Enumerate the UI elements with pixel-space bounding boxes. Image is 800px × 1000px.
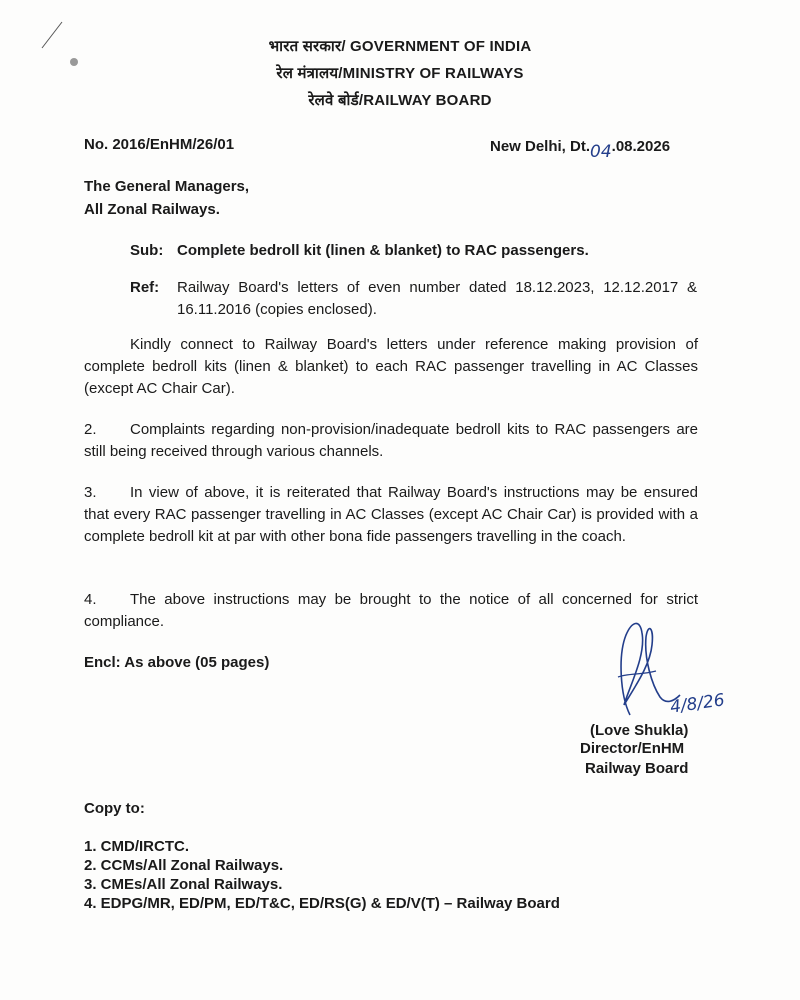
header-ministry: रेल मंत्रालय/MINISTRY OF RAILWAYS	[276, 65, 524, 82]
header-board: रेलवे बोर्ड/RAILWAY BOARD	[308, 92, 492, 109]
header-government: भारत सरकार/ GOVERNMENT OF INDIA	[268, 38, 532, 55]
date-prefix: New Delhi, Dt.	[490, 138, 591, 155]
addressee-line-1: The General Managers,	[84, 178, 250, 195]
copy-to-item: 2. CCMs/All Zonal Railways.	[84, 857, 284, 874]
signatory-name: (Love Shukla)	[590, 722, 689, 739]
reference-number: No. 2016/EnHM/26/01	[84, 136, 235, 153]
signatory-designation: Director/EnHM	[580, 740, 685, 757]
ref-label: Ref:	[130, 279, 160, 296]
ref-text: Railway Board's letters of even number dated 18.12.2023, 12.12.2017 & 16.11.2016 (copies enclosed).	[177, 279, 697, 318]
date-handwritten-day: 04	[590, 142, 612, 162]
subject-text: Complete bedroll kit (linen & blanket) to RAC passengers.	[177, 242, 589, 259]
paragraph-2-number: 2.	[84, 421, 97, 438]
subject-label: Sub:	[130, 242, 164, 259]
paragraph-4-number: 4.	[84, 591, 97, 608]
letter-date	[490, 136, 671, 162]
addressee-line-2: All Zonal Railways.	[84, 201, 220, 218]
date-suffix: .08.2026	[611, 138, 671, 155]
copy-to-item: 3. CMEs/All Zonal Railways.	[84, 876, 283, 893]
copy-to-item: 1. CMD/IRCTC.	[84, 838, 189, 855]
paragraph-4: The above instructions may be brought to the notice of all concerned for strict compliance.	[84, 591, 698, 630]
signatory-office: Railway Board	[585, 760, 689, 777]
enclosure-note: Encl: As above (05 pages)	[84, 654, 270, 671]
copy-to-item: 4. EDPG/MR, ED/PM, ED/T&C, ED/RS(G) & ED/V(T) – Railway Board	[84, 895, 560, 912]
copy-to-heading: Copy to:	[84, 800, 145, 817]
signature-date: 4/8/26	[668, 690, 726, 718]
paragraph-2: Complaints regarding non-provision/inadequate bedroll kits to RAC passengers are still being received through various channels.	[84, 421, 698, 460]
paragraph-3-number: 3.	[84, 484, 97, 501]
paragraph-1: Kindly connect to Railway Board's letters under reference making provision of complete bedroll kits (linen & blanket) to each RAC passenger travelling in AC Classes (except AC Chair Car).	[84, 336, 698, 397]
paragraph-3: In view of above, it is reiterated that Railway Board's instructions may be ensured that every RAC passenger travelling in AC Classes (except AC Chair Car) is provided with a complete bedroll kit at par with other bona fide passengers travelling in the coach.	[84, 484, 698, 545]
